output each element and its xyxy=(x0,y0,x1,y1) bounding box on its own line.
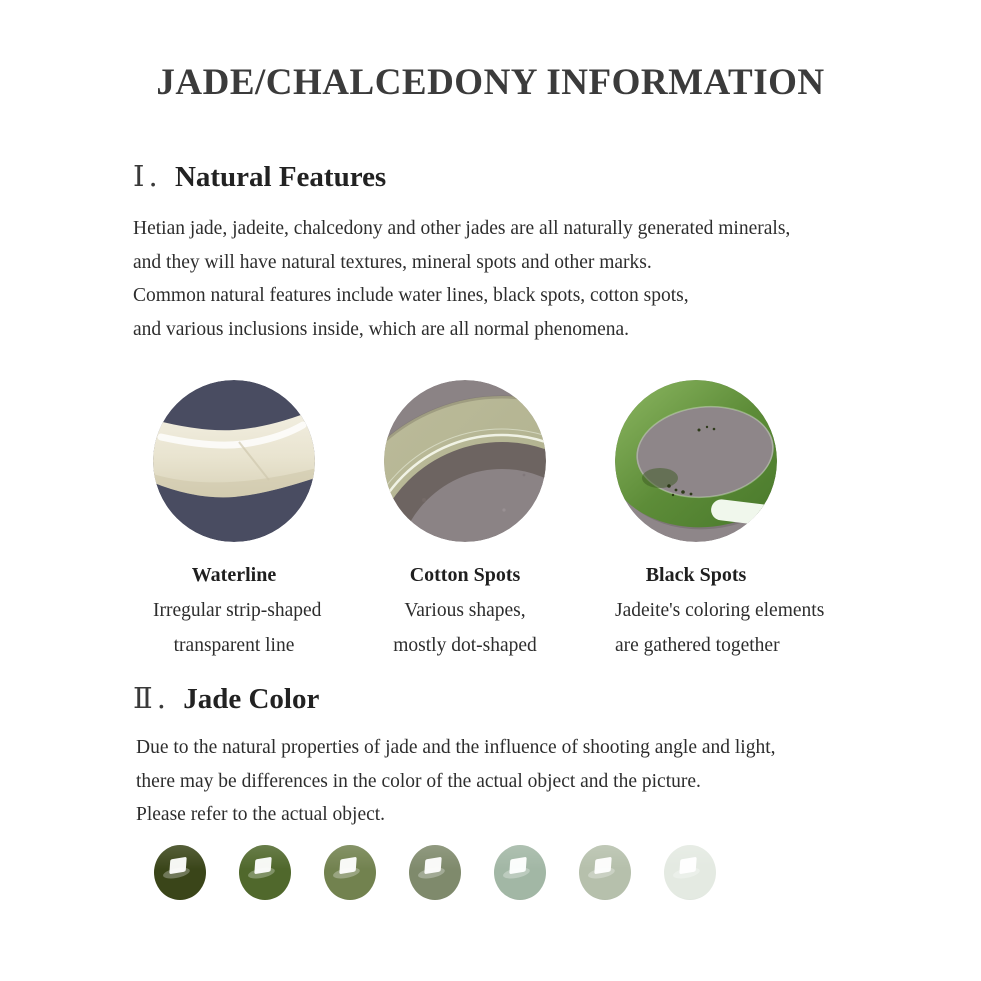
feature-card-cotton-spots xyxy=(384,380,546,663)
feature-title: Cotton Spots xyxy=(409,564,521,586)
jade-bead xyxy=(579,845,631,900)
jade-bead xyxy=(324,845,376,900)
feature-description xyxy=(384,593,546,663)
feature-desc-line: Jadeite's coloring elements xyxy=(615,600,825,621)
section-heading-jade-color xyxy=(133,681,319,716)
page-title: JADE/CHALCEDONY INFORMATION xyxy=(156,62,825,103)
bead-highlight xyxy=(509,857,527,875)
body-line: and various inclusions inside, which are all normal phenomena. xyxy=(133,318,630,340)
body-line: Hetian jade, jadeite, chalcedony and other jades are all naturally generated minerals, xyxy=(133,218,791,239)
jade-bead xyxy=(154,845,206,900)
jade-bead xyxy=(409,845,461,900)
natural-features-paragraph xyxy=(133,212,790,346)
black-spots-bangle-photo xyxy=(615,380,777,542)
cotton-spots-bangle-photo xyxy=(384,380,546,542)
jade-color-paragraph xyxy=(136,731,776,832)
section-heading-text: Natural Features xyxy=(174,161,387,193)
body-line: and they will have natural textures, mineral spots and other marks. xyxy=(133,251,652,273)
section-heading-natural-features xyxy=(133,159,386,194)
bead-highlight xyxy=(254,857,272,875)
jade-bead xyxy=(494,845,546,900)
bead-highlight xyxy=(339,857,357,875)
feature-desc-line: transparent line xyxy=(173,635,295,656)
waterline-bangle-photo xyxy=(153,380,315,542)
feature-desc-line: Irregular strip-shaped xyxy=(153,600,322,621)
bead-highlight xyxy=(169,857,187,875)
bead-highlight xyxy=(424,857,442,875)
feature-description xyxy=(615,593,825,663)
jade-color-gradient-row xyxy=(154,845,716,900)
feature-card-black-spots xyxy=(615,380,825,663)
feature-desc-line: mostly dot-shaped xyxy=(393,635,537,656)
bead-highlight xyxy=(679,857,697,875)
body-line: Please refer to the actual object. xyxy=(136,804,386,825)
feature-title: Black Spots xyxy=(645,564,747,586)
section-heading-text: Jade Color xyxy=(183,683,320,715)
feature-desc-line: are gathered together xyxy=(615,635,780,656)
body-line: Common natural features include water lines, black spots, cotton spots, xyxy=(133,285,689,306)
feature-card-waterline xyxy=(153,380,322,663)
feature-cards-row xyxy=(153,380,825,663)
body-line: Due to the natural properties of jade and the influence of shooting angle and light, xyxy=(136,737,776,758)
bead-highlight xyxy=(594,857,612,875)
feature-description xyxy=(153,593,322,663)
feature-desc-line: Various shapes, xyxy=(404,600,526,621)
section-numeral-2: Ⅱ. xyxy=(133,681,170,715)
jade-bead xyxy=(239,845,291,900)
feature-title: Waterline xyxy=(191,564,277,586)
section-numeral-1: Ⅰ. xyxy=(133,159,162,193)
jade-bead xyxy=(664,845,716,900)
body-line: there may be differences in the color of the actual object and the picture. xyxy=(136,770,701,792)
